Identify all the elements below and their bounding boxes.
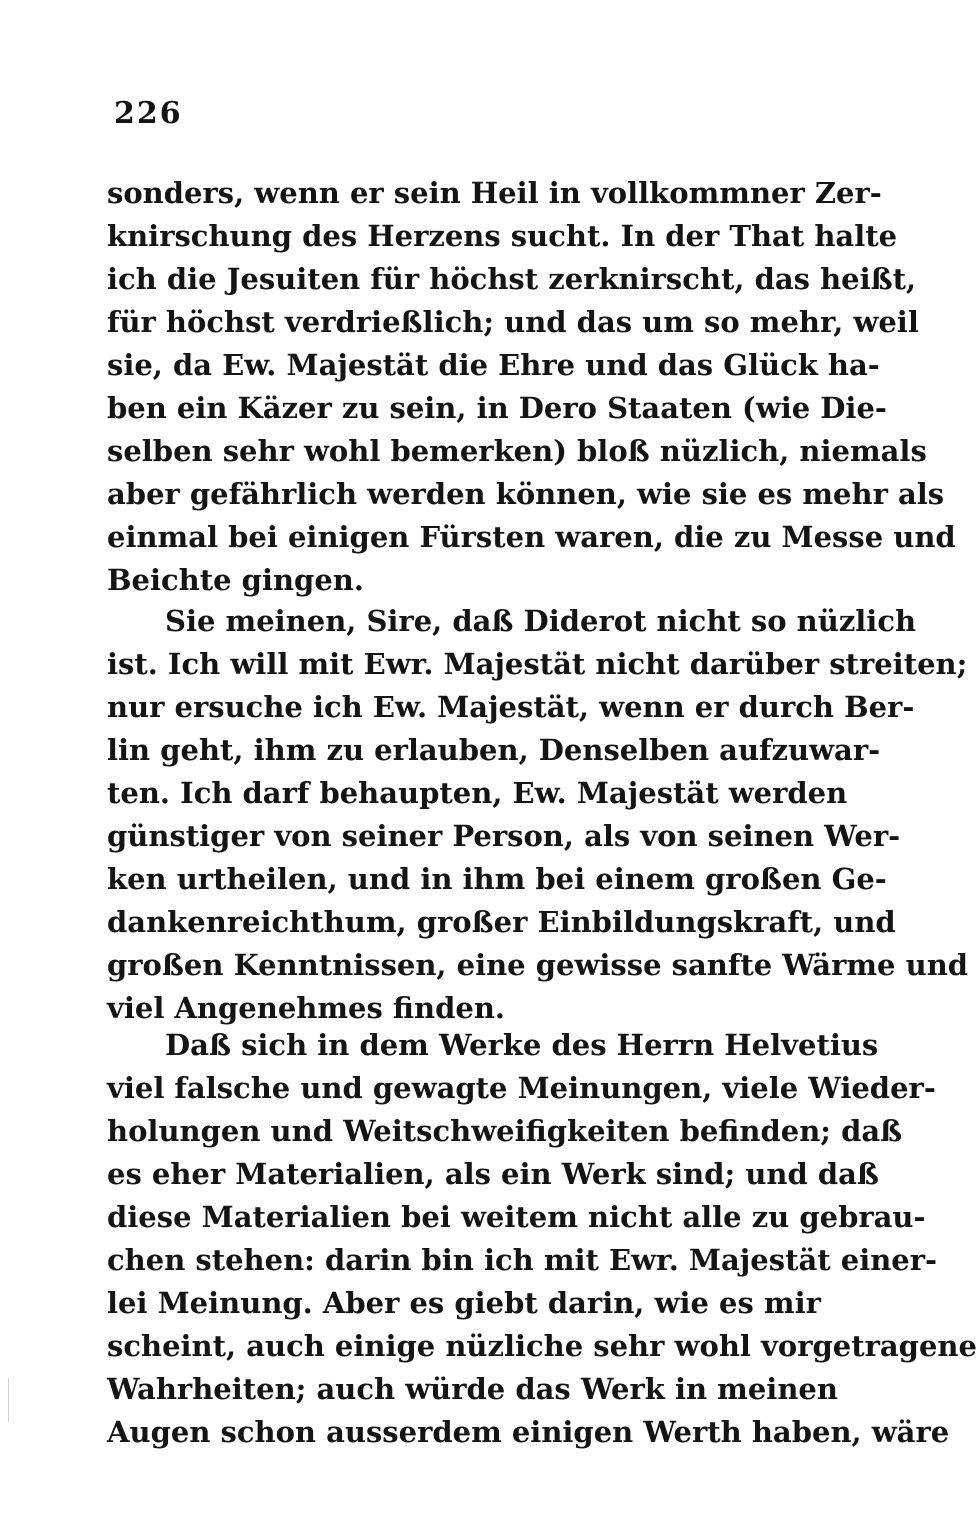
text-line: günstiger von seiner Person, als von seinen Wer-	[107, 819, 901, 853]
text-line: ist. Ich will mit Ewr. Majestät nicht darüber streiten;	[107, 647, 968, 681]
text-line: dankenreichthum, großer Einbildungskraft, und	[107, 905, 896, 939]
text-line: diese Materialien bei weitem nicht alle zu gebrau-	[107, 1200, 926, 1234]
paragraph-2	[107, 600, 969, 1030]
scan-margin-mark	[8, 1378, 9, 1422]
text-line: es eher Materialien, als ein Werk sind; und daß	[107, 1157, 879, 1191]
text-line: einmal bei einigen Fürsten waren, die zu Messe und	[107, 520, 956, 554]
paragraph-1	[107, 172, 956, 602]
text-line: sonders, wenn er sein Heil in vollkommner Zer-	[107, 176, 882, 210]
text-line: für höchst verdrießlich; und das um so mehr, weil	[107, 305, 919, 339]
text-line: Beichte gingen.	[107, 563, 364, 597]
text-line: ken urtheilen, und in ihm bei einem großen Ge-	[107, 862, 887, 896]
text-line: nur ersuche ich Ew. Majestät, wenn er durch Ber-	[107, 690, 915, 724]
text-line: aber gefährlich werden können, wie sie es mehr als	[107, 477, 945, 511]
text-line: ten. Ich darf behaupten, Ew. Majestät werden	[107, 776, 848, 810]
text-line: knirschung des Herzens sucht. In der That halte	[107, 219, 898, 253]
page-number: 226	[114, 96, 183, 131]
text-line: Augen schon ausserdem einigen Werth haben, wäre	[107, 1415, 950, 1449]
text-line: sie, da Ew. Majestät die Ehre und das Glück ha-	[107, 348, 880, 382]
text-line: scheint, auch einige nüzliche sehr wohl vorgetragene	[107, 1329, 977, 1363]
text-line: Sie meinen, Sire, daß Diderot nicht so nüzlich	[165, 604, 917, 638]
text-line: chen stehen: darin bin ich mit Ewr. Majestät einer-	[107, 1243, 938, 1277]
text-line: großen Kenntnissen, eine gewisse sanfte Wärme und	[107, 948, 969, 982]
text-line: ben ein Käzer zu sein, in Dero Staaten (wie Die-	[107, 391, 887, 425]
text-line: holungen und Weitschweifigkeiten befinden; daß	[107, 1114, 903, 1148]
text-line: Wahrheiten; auch würde das Werk in meinen	[107, 1372, 838, 1406]
text-line: Daß sich in dem Werke des Herrn Helvetius	[165, 1028, 879, 1062]
text-line: lin geht, ihm zu erlauben, Denselben aufzuwar-	[107, 733, 881, 767]
text-line: viel falsche und gewagte Meinungen, viele Wieder-	[107, 1071, 936, 1105]
text-line: viel Angenehmes finden.	[107, 991, 505, 1025]
paragraph-3	[107, 1024, 977, 1454]
text-line: ich die Jesuiten für höchst zerknirscht, das heißt,	[107, 262, 917, 296]
text-line: lei Meinung. Aber es giebt darin, wie es mir	[107, 1286, 821, 1320]
text-line: selben sehr wohl bemerken) bloß nüzlich, niemals	[107, 434, 927, 468]
